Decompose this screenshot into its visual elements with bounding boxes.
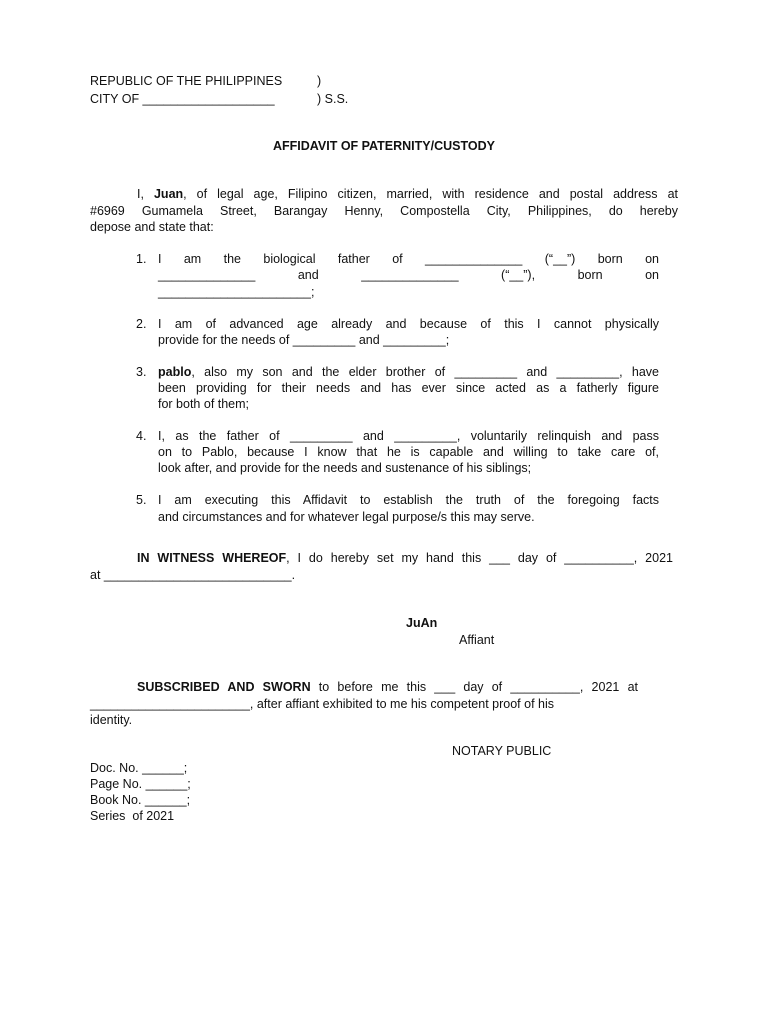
header-republic: REPUBLIC OF THE PHILIPPINES bbox=[90, 74, 283, 88]
header-city-paren: ) S.S. bbox=[317, 92, 349, 106]
series-year: Series of 2021 bbox=[90, 809, 175, 823]
sworn-heading: SUBSCRIBED AND SWORN bbox=[137, 680, 311, 694]
item-3-line-1 bbox=[158, 364, 659, 380]
sworn-line-1 bbox=[90, 679, 638, 695]
witness-heading: IN WITNESS WHEREOF bbox=[137, 551, 287, 565]
item-4-line-1: I, as the father of _________ and _________, voluntarily relinquish and pass bbox=[158, 429, 659, 443]
item-2-line-1: I am of advanced age already and because of this I cannot physically bbox=[158, 317, 659, 331]
sworn-line-3: identity. bbox=[90, 713, 133, 727]
item-3-line-3: for both of them; bbox=[158, 397, 250, 411]
item-number: 1. bbox=[136, 252, 147, 266]
notary-public-label: NOTARY PUBLIC bbox=[452, 744, 552, 758]
item-1-line-2: ______________ and ______________ (“__”), born on bbox=[158, 268, 659, 282]
item-1-line-3: ______________________; bbox=[158, 285, 315, 299]
intro-line-1 bbox=[90, 186, 678, 202]
item-2-line-2: provide for the needs of _________ and _________; bbox=[158, 333, 450, 347]
intro-prefix: I, bbox=[137, 187, 154, 201]
book-number: Book No. ______; bbox=[90, 793, 191, 807]
witness-line-1-rest: , I do hereby set my hand this ___ day of __________, 2021 bbox=[286, 551, 673, 565]
item-4-line-3: look after, and provide for the needs and sustenance of his siblings; bbox=[158, 461, 532, 475]
item-5-line-1: I am executing this Affidavit to establish the truth of the foregoing facts bbox=[158, 493, 659, 507]
item-number: 4. bbox=[136, 429, 147, 443]
affiant-label: Affiant bbox=[459, 633, 495, 647]
header-republic-paren: ) bbox=[317, 74, 322, 88]
sworn-line-2: _______________________, after affiant exhibited to me his competent proof of his bbox=[90, 697, 555, 711]
witness-line-1 bbox=[90, 550, 673, 566]
document-title: AFFIDAVIT OF PATERNITY/CUSTODY bbox=[273, 139, 495, 153]
affiant-name-intro: Juan bbox=[153, 187, 184, 201]
sworn-line-1-rest: to before me this ___ day of __________, 2021 at bbox=[310, 680, 638, 694]
item-number: 5. bbox=[136, 493, 147, 507]
intro-line-1-rest: , of legal age, Filipino citizen, married, with residence and postal address at bbox=[183, 187, 678, 201]
item-5-line-2: and circumstances and for whatever legal purpose/s this may serve. bbox=[158, 510, 535, 524]
witness-line-2: at ___________________________. bbox=[90, 568, 296, 582]
item-4-line-2: on to Pablo, because I know that he is capable and willing to take care of, bbox=[158, 445, 659, 459]
doc-number: Doc. No. ______; bbox=[90, 761, 188, 775]
header-city: CITY OF ___________________ bbox=[90, 92, 275, 106]
item-1-line-1: I am the biological father of ______________ (“__”) born on bbox=[158, 252, 659, 266]
pablo-name: pablo bbox=[158, 365, 192, 379]
item-number: 3. bbox=[136, 365, 147, 379]
item-number: 2. bbox=[136, 317, 147, 331]
intro-line-2: #6969 Gumamela Street, Barangay Henny, Compostella City, Philippines, do hereby bbox=[90, 204, 678, 218]
intro-line-3: depose and state that: bbox=[90, 220, 214, 234]
item-3-line-2: been providing for their needs and has ever since acted as a fatherly figure bbox=[158, 381, 659, 395]
item-3-line-1-rest: , also my son and the elder brother of _________ and _________, have bbox=[191, 365, 659, 379]
page-number: Page No. ______; bbox=[90, 777, 191, 791]
affiant-name: JuAn bbox=[406, 616, 438, 630]
